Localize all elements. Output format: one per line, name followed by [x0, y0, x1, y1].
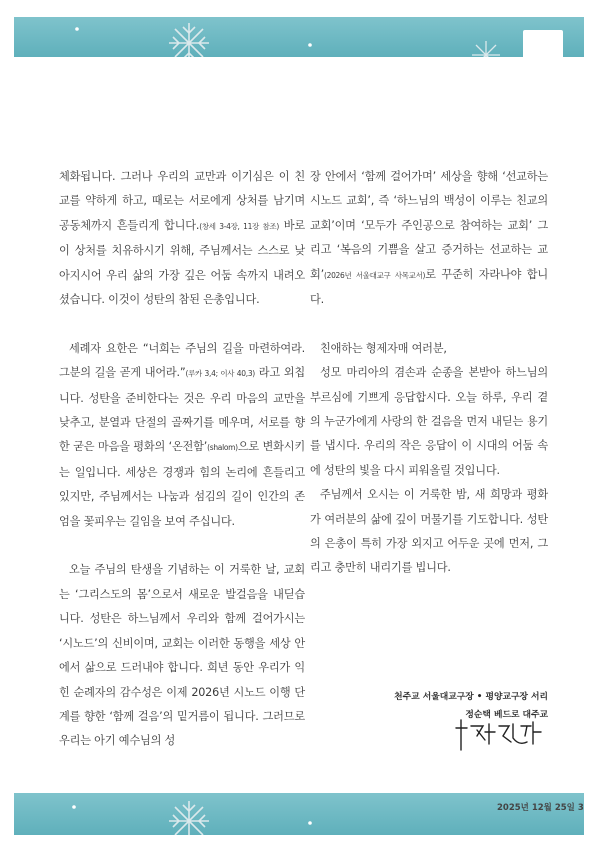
- left-text-column: [59, 165, 305, 754]
- author-name: 정순택 베드로 대주교: [465, 710, 548, 720]
- footer-date: 2025년 12월 25일 3: [497, 803, 584, 813]
- paragraph: 세례자 요한은 “너희는 주님의 길을 마련하여라. 그분의 길을 곧게 내어라.”(루카 3,4; 이사 40,3) 라고 외칩니다. 성탄을 준비한다는 것은 우리 마음의 교만을 낮추고, 분열과 단절의 골짜기를 메우며, 서로를 향한 굳은 마음을 평화의 ‘온전함’(shalom)으로 변화시키는 일입니다. 세상은 경쟁과 힘의 논리에 흔들리고 있지만, 주님께서는 나눔과 섬김의 길이 인간의 존엄을 꽃피우는 길임을 보여 주십니다.: [59, 341, 305, 528]
- snowflake-decoration-top: [14, 17, 584, 57]
- greeting: 친애하는 형제자매 여러분,: [320, 341, 447, 355]
- author-title: 천주교 서울대교구장 • 평양교구장 서리: [394, 692, 548, 702]
- paragraph: 주님께서 오시는 이 거룩한 밤, 새 희망과 평화가 여러분의 삶에 깊이 머물기를 기도합니다. 성탄의 은총이 특히 가장 외지고 어두운 곳에 먼저, 그리고 충만히 내리기를 빕니다.: [310, 488, 548, 575]
- citation: (루카 3,4; 이사 40,3): [185, 369, 255, 379]
- bottom-decorative-band: [14, 793, 584, 835]
- right-text-column: [310, 165, 548, 581]
- top-decorative-band: [14, 17, 584, 57]
- citation: (2026년 서울대교구 사목교서): [323, 270, 426, 280]
- paragraph: 성모 마리아의 겸손과 순종을 본받아 하느님의 부르심에 기쁘게 응답합시다. 오늘 하루, 우리 곁의 누군가에게 사랑의 한 걸음을 먼저 내딛는 용기를 냅시다. 우리의 작은 응답이 이 시대의 어둠 속에 성탄의 빛을 다시 피워올릴 것입니다.: [310, 366, 548, 477]
- page-number: 3: [577, 803, 584, 813]
- citation: (창세 3-4장, 11장 참조): [199, 221, 280, 231]
- handwritten-signature: [455, 714, 545, 754]
- snowflake-decoration-bottom: [14, 793, 584, 835]
- paragraph: 장 안에서 ‘함께 걸어가며’ 세상을 향해 ‘선교하는 시노드 교회’, 즉 ‘하느님의 백성이 이루는 친교의 교회’이며 ‘모두가 주인공으로 참여하는 교회’ 그리고 ‘복음의 기쁨을 살고 증거하는 선교하는 교회’(2026년 서울대교구 사목교서)로 꾸준히 자라나야 합니다.: [310, 170, 549, 307]
- paragraph: 체화됩니다. 그러나 우리의 교만과 이기심은 이 친교를 약하게 하고, 때로는 서로에게 상처를 남기며 공동체까지 흔들리게 합니다.(창세 3-4장, 11장 참조) 바로 이 상처를 치유하시기 위해, 주님께서는 스스로 낮아지시어 우리 삶의 가장 깊은 어둠 속까지 내려오셨습니다. 이것이 성탄의 참된 은총입니다.: [59, 170, 306, 307]
- paragraph: 오늘 주님의 탄생을 기념하는 이 거룩한 날, 교회는 ‘그리스도의 몸’으로서 새로운 발걸음을 내딛습니다. 성탄은 하느님께서 우리와 함께 걸어가시는 ‘시노드’의 신비이며, 교회는 이러한 동행을 세상 안에서 삶으로 드러내야 합니다. 희년 동안 우리가 익힌 순례자의 감수성은 이제 2026년 시노드 이행 단계를 향한 ‘함께 걸음’의 밑거름이 됩니다. 그러므로 우리는 아기 예수님의 성: [59, 563, 305, 748]
- citation: (shalom): [207, 443, 238, 453]
- page-corner-tab: [523, 30, 563, 70]
